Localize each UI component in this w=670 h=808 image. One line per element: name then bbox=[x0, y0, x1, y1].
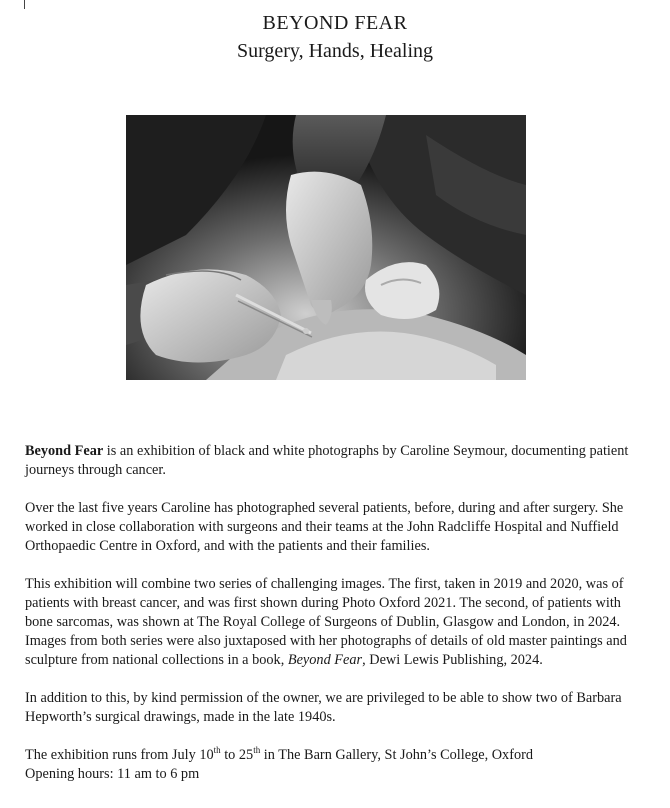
exhibition-name-bold: Beyond Fear bbox=[25, 443, 104, 459]
page-title: BEYOND FEAR bbox=[262, 12, 408, 34]
paragraph-series-text: This exhibition will combine two series of challenging images. The first, taken in 2019 and 2020, was of patients with breast cancer, and was first shown during Photo Oxford 2021. The second, of patients with bone sarcomas, was shown at The Royal College of Surgeons of Dublin, Glasgow and London, in 2024. Images from both series were also juxtaposed with her photographs of details of old master paintings and sculpture from national collections in a book, bbox=[25, 576, 627, 668]
page-subtitle: Surgery, Hands, Healing bbox=[236, 40, 434, 62]
dates-mid: to 25 bbox=[220, 747, 254, 763]
paragraph-dates bbox=[25, 746, 637, 784]
paragraph-series bbox=[25, 575, 637, 670]
paragraph-intro bbox=[25, 442, 637, 480]
surgery-photo-icon bbox=[126, 115, 526, 380]
surgery-photo bbox=[126, 115, 526, 380]
text-cursor-mark bbox=[24, 0, 25, 9]
dates-sup-1: th bbox=[213, 745, 221, 756]
paragraph-hepworth: In addition to this, by kind permission of the owner, we are privileged to be able to show two of Barbara Hepworth’s surgical drawings, made in the late 1940s. bbox=[25, 690, 622, 725]
exhibition-description bbox=[25, 442, 637, 784]
dates-lead: The exhibition runs from July 10 bbox=[25, 747, 214, 763]
paragraph-background: Over the last five years Caroline has photographed several patients, before, during and after surgery. She worked in close collaboration with surgeons and their teams at the John Radcliffe Hospital and Nuffield Orthopaedic Centre in Oxford, and with the patients and their families. bbox=[25, 500, 624, 554]
dates-venue: in The Barn Gallery, St John’s College, Oxford bbox=[260, 747, 534, 763]
dates-sup-2: th bbox=[253, 745, 261, 756]
paragraph-intro-text: is an exhibition of black and white photographs by Caroline Seymour, documenting patient journeys through cancer. bbox=[25, 443, 629, 478]
paragraph-series-tail: , Dewi Lewis Publishing, 2024. bbox=[362, 652, 543, 668]
opening-hours: Opening hours: 11 am to 6 pm bbox=[25, 766, 200, 782]
book-title: Beyond Fear bbox=[287, 652, 363, 668]
